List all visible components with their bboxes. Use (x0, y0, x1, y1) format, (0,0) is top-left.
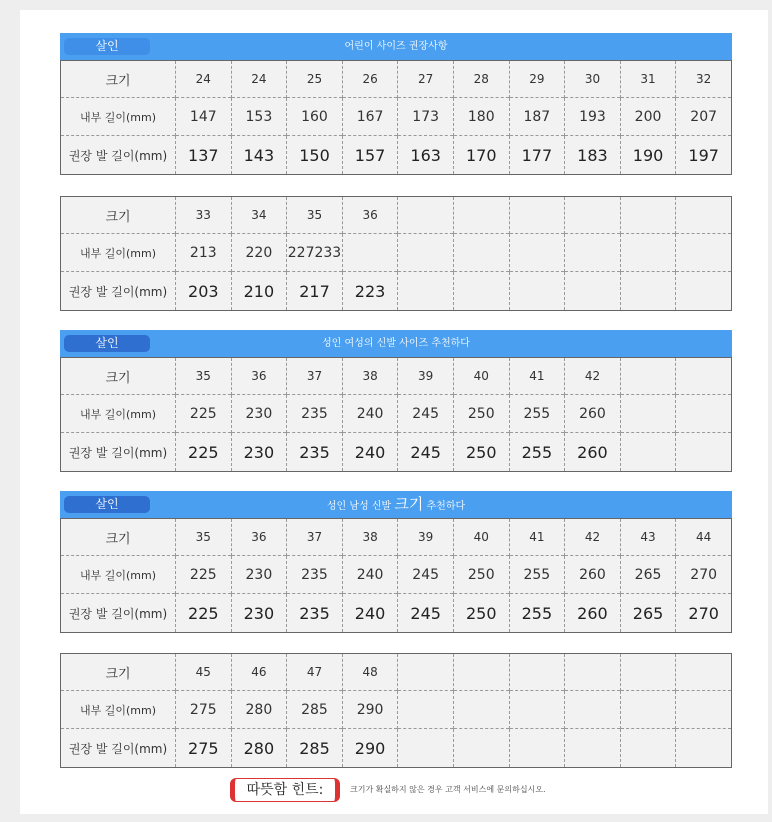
table-cell: 225 (176, 594, 232, 633)
table-row (61, 136, 732, 175)
kids-banner (60, 33, 732, 60)
table-cell: 26 (342, 61, 398, 98)
table-cell: 255 (509, 395, 565, 433)
men-banner-title (60, 491, 732, 520)
table-cell (676, 395, 732, 433)
table-cell (453, 234, 509, 272)
table-cell: 47 (287, 654, 343, 691)
table-cell: 207 (676, 98, 732, 136)
row-label: 내부 길이(mm) (61, 234, 176, 272)
table-cell (565, 272, 621, 311)
table-row (61, 594, 732, 633)
row-label: 권장 발 길이(mm) (61, 136, 176, 175)
table-cell: 250 (453, 594, 509, 633)
table-cell: 217 (287, 272, 343, 311)
men-section (60, 491, 732, 633)
table-cell (676, 197, 732, 234)
table-cell: 187 (509, 98, 565, 136)
table-cell: 183 (565, 136, 621, 175)
table-cell: 48 (342, 654, 398, 691)
table-row (61, 691, 732, 729)
table-cell (509, 272, 565, 311)
table-cell: 190 (620, 136, 676, 175)
table-cell: 275 (176, 729, 232, 768)
table-cell (620, 691, 676, 729)
table-cell: 285 (287, 691, 343, 729)
table-cell: 32 (676, 61, 732, 98)
table-cell: 147 (176, 98, 232, 136)
kids-banner-title: 어린이 사이즈 권장사항 (344, 41, 448, 52)
table-cell: 240 (342, 594, 398, 633)
table-cell: 250 (453, 556, 509, 594)
table-cell: 157 (342, 136, 398, 175)
table-cell: 260 (565, 594, 621, 633)
table-cell: 35 (176, 358, 232, 395)
table-cell: 37 (287, 358, 343, 395)
table-cell: 260 (565, 556, 621, 594)
table-cell: 235 (287, 594, 343, 633)
table-cell (509, 234, 565, 272)
table-cell: 38 (342, 519, 398, 556)
men-title-big: 크기 (394, 495, 424, 513)
table-cell: 230 (231, 594, 287, 633)
row-label: 권장 발 길이(mm) (61, 433, 176, 472)
table-cell: 137 (176, 136, 232, 175)
table-cell: 290 (342, 729, 398, 768)
row-label: 크기 (105, 666, 131, 682)
table-cell: 223 (342, 272, 398, 311)
table-cell (565, 234, 621, 272)
table-cell: 36 (342, 197, 398, 234)
table-cell: 213 (176, 234, 232, 272)
table-cell (398, 272, 454, 311)
table-cell: 245 (398, 594, 454, 633)
table-cell: 240 (342, 556, 398, 594)
table-cell: 24 (176, 61, 232, 98)
women-section (60, 330, 732, 472)
table-row (61, 197, 732, 234)
table-cell: 39 (398, 358, 454, 395)
table-cell: 25 (287, 61, 343, 98)
women-size-table (60, 357, 732, 472)
hint-label: 따뜻함 힌트: (230, 778, 340, 802)
table-row (61, 234, 732, 272)
table-cell: 177 (509, 136, 565, 175)
table-cell: 45 (176, 654, 232, 691)
table-row (61, 61, 732, 98)
row-label: 내부 길이(mm) (61, 98, 176, 136)
row-label: 내부 길이(mm) (61, 556, 176, 594)
table-cell (565, 654, 621, 691)
kids-section-continued (60, 196, 732, 311)
table-cell: 250 (453, 433, 509, 472)
row-label: 내부 길이(mm) (61, 691, 176, 729)
women-banner-title: 성인 여성의 신발 사이즈 추천하다 (322, 338, 470, 349)
table-cell: 290 (342, 691, 398, 729)
table-row (61, 654, 732, 691)
table-row (61, 556, 732, 594)
table-cell: 260 (565, 395, 621, 433)
table-cell: 24 (231, 61, 287, 98)
kids-size-table-2 (60, 196, 732, 311)
table-row (61, 98, 732, 136)
table-cell: 41 (509, 358, 565, 395)
men-size-table-2 (60, 653, 732, 768)
table-cell (509, 691, 565, 729)
table-cell: 31 (620, 61, 676, 98)
table-cell: 245 (398, 433, 454, 472)
table-cell: 143 (231, 136, 287, 175)
table-cell: 29 (509, 61, 565, 98)
table-cell: 163 (398, 136, 454, 175)
table-cell: 160 (287, 98, 343, 136)
table-cell: 275 (176, 691, 232, 729)
table-cell: 285 (287, 729, 343, 768)
table-cell: 193 (565, 98, 621, 136)
table-cell (620, 272, 676, 311)
table-cell: 225 (176, 395, 232, 433)
table-cell: 240 (342, 433, 398, 472)
table-cell: 255 (509, 594, 565, 633)
table-cell: 270 (676, 594, 732, 633)
table-cell: 265 (620, 594, 676, 633)
men-banner (60, 491, 732, 518)
table-cell: 27 (398, 61, 454, 98)
table-cell: 220 (231, 234, 287, 272)
table-cell: 230 (231, 433, 287, 472)
table-cell: 225 (176, 433, 232, 472)
table-cell (509, 197, 565, 234)
table-row (61, 519, 732, 556)
table-cell: 230 (231, 556, 287, 594)
table-cell: 34 (231, 197, 287, 234)
table-cell: 30 (565, 61, 621, 98)
table-cell (453, 729, 509, 768)
table-cell (565, 197, 621, 234)
table-cell: 170 (453, 136, 509, 175)
table-cell: 150 (287, 136, 343, 175)
table-cell (620, 197, 676, 234)
table-cell: 245 (398, 395, 454, 433)
table-cell: 235 (287, 395, 343, 433)
table-cell (398, 234, 454, 272)
row-label: 권장 발 길이(mm) (61, 272, 176, 311)
kids-banner-button[interactable]: 살인 (64, 38, 150, 55)
table-cell (620, 234, 676, 272)
table-cell: 280 (231, 691, 287, 729)
table-cell: 265 (620, 556, 676, 594)
table-cell: 167 (342, 98, 398, 136)
women-banner (60, 330, 732, 357)
table-cell: 255 (509, 433, 565, 472)
table-cell: 38 (342, 358, 398, 395)
table-cell: 36 (231, 358, 287, 395)
men-section-continued (60, 653, 732, 768)
table-cell (676, 234, 732, 272)
row-label: 권장 발 길이(mm) (61, 594, 176, 633)
table-cell: 37 (287, 519, 343, 556)
table-cell (453, 197, 509, 234)
table-cell: 180 (453, 98, 509, 136)
row-label: 크기 (105, 209, 131, 225)
table-cell (676, 729, 732, 768)
table-cell (676, 691, 732, 729)
table-cell (620, 395, 676, 433)
table-cell: 40 (453, 358, 509, 395)
men-size-table (60, 518, 732, 633)
table-cell: 240 (342, 395, 398, 433)
table-cell: 43 (620, 519, 676, 556)
table-cell: 42 (565, 358, 621, 395)
table-cell (620, 654, 676, 691)
table-cell: 40 (453, 519, 509, 556)
table-cell (676, 358, 732, 395)
row-label: 크기 (105, 370, 131, 386)
table-cell (676, 654, 732, 691)
men-title-pre: 성인 남성 신발 (326, 501, 395, 512)
table-cell: 36 (231, 519, 287, 556)
warm-hint (226, 776, 616, 804)
table-cell (342, 234, 398, 272)
men-title-post: 추천하다 (423, 501, 466, 512)
table-cell (453, 691, 509, 729)
table-cell: 46 (231, 654, 287, 691)
table-cell (509, 729, 565, 768)
table-cell (398, 691, 454, 729)
row-label: 크기 (105, 73, 131, 89)
table-cell: 235 (287, 556, 343, 594)
table-cell (398, 197, 454, 234)
table-cell: 41 (509, 519, 565, 556)
table-cell (620, 433, 676, 472)
table-cell: 245 (398, 556, 454, 594)
table-cell (620, 358, 676, 395)
table-row (61, 272, 732, 311)
table-cell (565, 691, 621, 729)
row-label: 내부 길이(mm) (61, 395, 176, 433)
table-cell: 28 (453, 61, 509, 98)
table-cell: 173 (398, 98, 454, 136)
table-cell: 230 (231, 395, 287, 433)
table-cell: 260 (565, 433, 621, 472)
table-row (61, 395, 732, 433)
table-cell: 200 (620, 98, 676, 136)
table-cell: 250 (453, 395, 509, 433)
table-cell: 235 (287, 433, 343, 472)
table-cell: 42 (565, 519, 621, 556)
table-cell (398, 729, 454, 768)
table-cell: 39 (398, 519, 454, 556)
table-cell (453, 654, 509, 691)
table-cell: 227233 (287, 234, 343, 272)
table-row (61, 358, 732, 395)
table-cell: 153 (231, 98, 287, 136)
table-cell: 35 (287, 197, 343, 234)
table-cell (676, 272, 732, 311)
kids-size-table (60, 60, 732, 175)
table-cell (676, 433, 732, 472)
row-label: 권장 발 길이(mm) (61, 729, 176, 768)
table-cell: 44 (676, 519, 732, 556)
men-banner-button[interactable]: 살인 (64, 496, 150, 513)
table-cell (565, 729, 621, 768)
table-cell: 33 (176, 197, 232, 234)
table-row (61, 729, 732, 768)
women-banner-button[interactable]: 살인 (64, 335, 150, 352)
table-cell (453, 272, 509, 311)
table-cell: 210 (231, 272, 287, 311)
hint-text: 크기가 확실하지 않은 경우 고객 서비스에 문의하십시오. (350, 785, 546, 794)
table-cell: 203 (176, 272, 232, 311)
table-cell (509, 654, 565, 691)
table-cell: 270 (676, 556, 732, 594)
table-cell: 225 (176, 556, 232, 594)
table-cell (398, 654, 454, 691)
row-label: 크기 (105, 531, 131, 547)
table-cell: 280 (231, 729, 287, 768)
table-cell (620, 729, 676, 768)
table-cell: 255 (509, 556, 565, 594)
kids-section (60, 33, 732, 175)
table-cell: 197 (676, 136, 732, 175)
table-cell: 35 (176, 519, 232, 556)
table-row (61, 433, 732, 472)
size-chart-page (20, 10, 768, 814)
